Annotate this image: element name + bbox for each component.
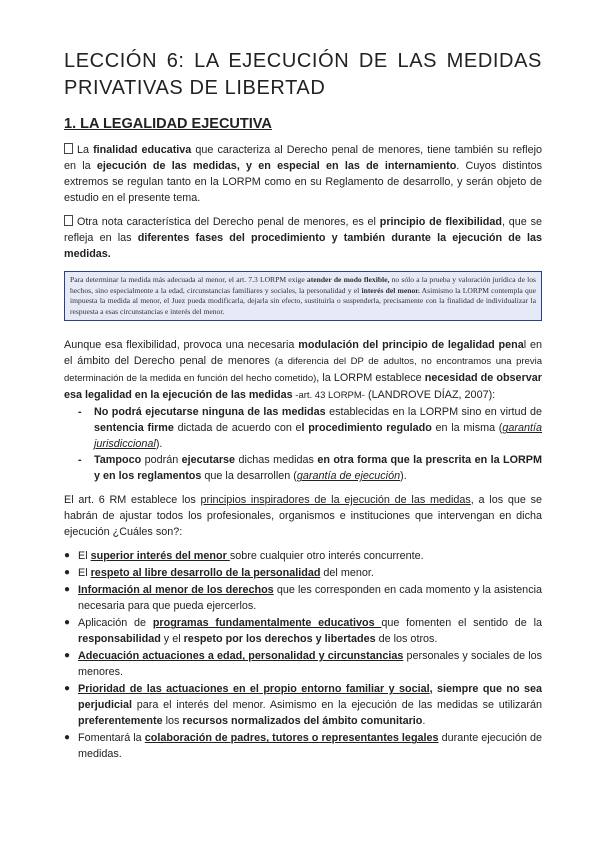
paragraph-principio-flexibilidad: Otra nota característica del Derecho penal de menores, es el principio de flexibilidad, que se refleja en las diferentes fases del procedimiento y también durante la ejecución de las medidas. (64, 216, 542, 260)
bullet-icon: ● (64, 732, 71, 744)
paragraph-legalidad-penal: Aunque esa flexibilidad, provoca una necesaria modulación del principio de legalidad penal en el ámbito del Derecho penal de menores (a diferencia del DP de adultos, no encontramos una previa determinación de la medida en función del hecho cometido), la LORPM establece necesidad de observar esa legalidad en la ejecución de las medidas -art. 43 LORPM- (LANDROVE DÍAZ, 2007): (64, 339, 542, 402)
dash-list (64, 404, 542, 484)
principles-list (64, 548, 542, 762)
bullet-icon: ● (64, 617, 71, 629)
bullet-icon: ● (64, 567, 71, 579)
list-item: ● Adecuación actuaciones a edad, personalidad y circunstancias personales y sociales de los menores. (64, 650, 542, 679)
list-item: ● Prioridad de las actuaciones en el propio entorno familiar y social, siempre que no sea perjudicial para el interés del menor. Asimismo en la ejecución de las medidas se utilizarán preferentemente los recursos normalizados del ámbito comunitario. (64, 683, 542, 728)
paragraph-art6-rm: El art. 6 RM establece los principios inspiradores de la ejecución de las medidas, a los que se habrán de ajustar todos los profesionales, organismos e instituciones que intervengan en dicha ejecución ¿Cuáles son?: (64, 494, 543, 539)
list-item: - Tampoco podrán ejecutarse dichas medidas en otra forma que la prescrita en la LORPM y en los reglamentos que la desarrollen (garantía de ejecución). (78, 454, 542, 483)
bullet-icon: ● (64, 683, 71, 695)
bullet-icon: ● (64, 650, 71, 662)
list-item: ● Fomentará la colaboración de padres, tutores o representantes legales durante ejecución de medidas. (64, 732, 542, 761)
list-item: ● El superior interés del menor sobre cualquier otro interés concurrente. (64, 550, 424, 563)
section-heading: 1. LA LEGALIDAD EJECUTIVA (64, 116, 272, 132)
list-item: ● Aplicación de programas fundamentalmente educativos que fomenten el sentido de la responsabilidad y el respeto por los derechos y libertades de los otros. (64, 617, 542, 646)
bullet-icon: ● (64, 584, 71, 596)
checkbox-square-icon (64, 143, 73, 154)
checkbox-square-icon (64, 215, 73, 226)
quote-box: Para determinar la medida más adecuada al menor, el art. 7.3 LORPM exige atender de modo flexible, no sólo a la prueba y valoración jurídica de los hechos, sino especialmente a la edad, circunstancias familiares y sociales, la personalidad y el interés del menor. Asimismo la LORPM contempla que impuesta la medida al menor, el Juez pueda modificarla, dejarla sin efecto, sustituirla o suspenderla, precisamente con la finalidad de individualizar la respuesta a esas circunstancias e interés del menor. (64, 271, 542, 321)
page-title: LECCIÓN 6: LA EJECUCIÓN DE LAS MEDIDAS PRIVATIVAS DE LIBERTAD (64, 50, 542, 99)
document-page (64, 48, 542, 763)
list-item: ● Información al menor de los derechos que les corresponden en cada momento y la asistencia necesaria para que pueda ejercerlos. (64, 584, 542, 613)
list-item: - No podrá ejecutarse ninguna de las medidas establecidas en la LORPM sino en virtud de sentencia firme dictada de acuerdo con el procedimiento regulado en la misma (garantía jurisdiccional). (78, 406, 542, 451)
bullet-icon: ● (64, 550, 71, 562)
paragraph-finalidad-educativa: La finalidad educativa que caracteriza al Derecho penal de menores, tiene también su reflejo en la ejecución de las medidas, y en especial en las de internamiento. Cuyos distintos extremos se regulan tanto en la LORPM como en su Reglamento de desarrollo, y serán objeto de estudio en el presente tema. (64, 144, 542, 204)
list-item: ● El respeto al libre desarrollo de la personalidad del menor. (64, 567, 374, 580)
